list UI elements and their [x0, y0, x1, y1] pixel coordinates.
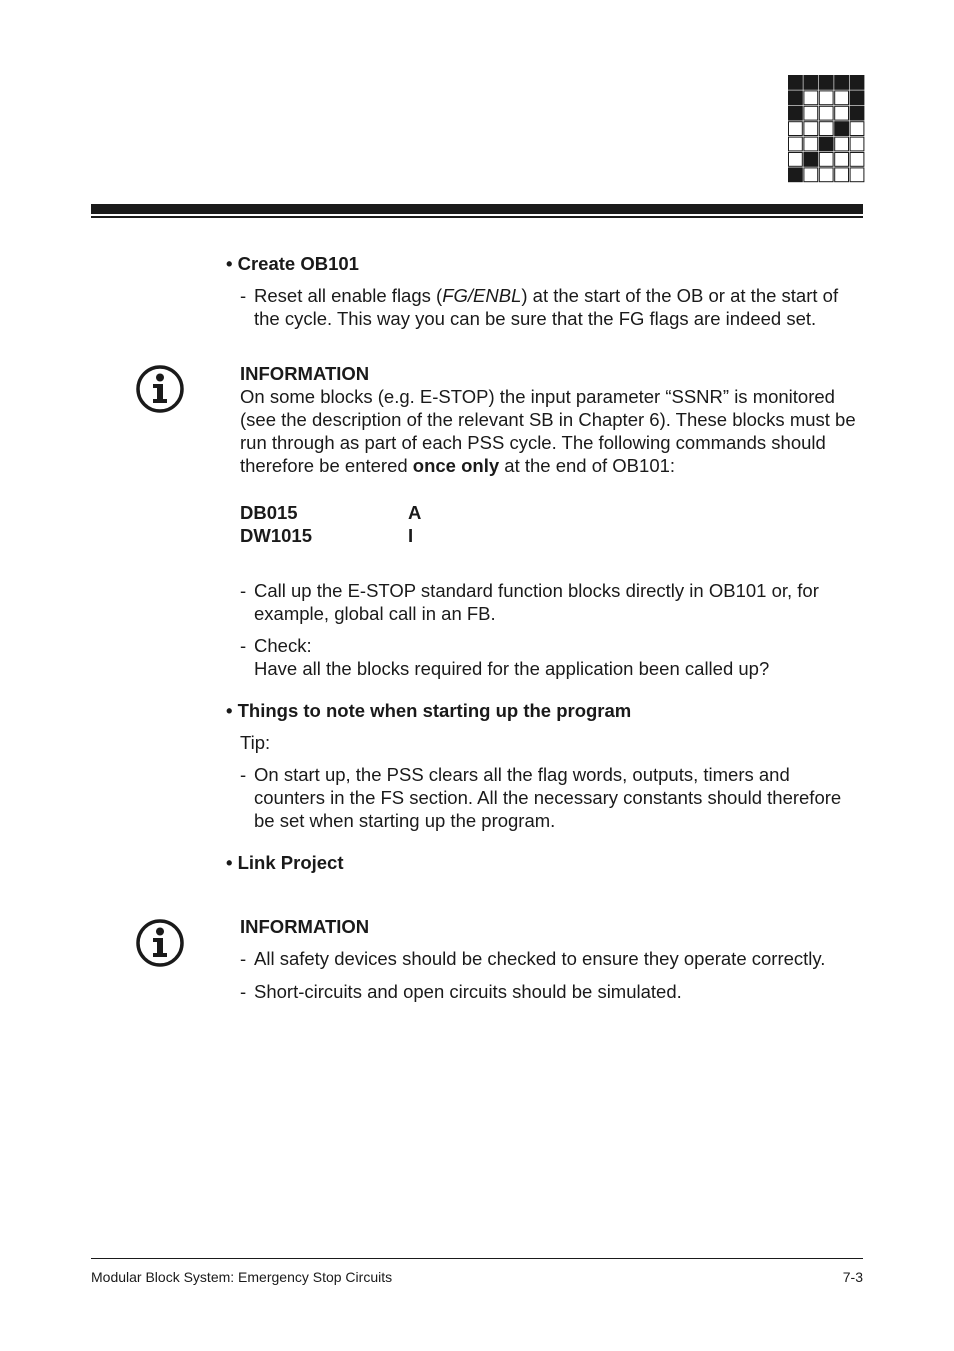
text: Check:: [254, 635, 312, 656]
dash-marker: -: [240, 981, 247, 1002]
list-item-reset-flags: [240, 284, 865, 330]
command-arg: I: [408, 525, 414, 546]
logo-cell: [850, 122, 864, 136]
pilz-grid-logo: [788, 75, 865, 184]
logo-cell: [819, 76, 833, 90]
logo-cell: [789, 153, 803, 167]
header-rule-thin: [91, 216, 863, 218]
logo-cell: [804, 106, 818, 120]
italic-term: FG/ENBL: [442, 285, 522, 306]
logo-cell: [804, 137, 818, 151]
logo-cell: [804, 153, 818, 167]
dash-marker: -: [240, 764, 247, 785]
text: On some blocks (e.g. E-STOP) the input parameter “SSNR” is monitored (see the description of the relevant SB in Chapter 6). These blocks must be run through as part of each PSS cycle. The following commands should therefore be entered: [240, 386, 856, 476]
text: On start up, the PSS clears all the flag words, outputs, timers and counters in the FS section. All the necessary constants should therefore be set when starting up the program.: [254, 764, 842, 831]
logo-cell: [835, 168, 849, 182]
list-item-short-circuits: [240, 980, 865, 1003]
list-item-call-up: [240, 579, 865, 625]
footer-title: Modular Block System: Emergency Stop Circuits: [91, 1269, 393, 1285]
logo-cell: [835, 91, 849, 105]
list-item-startup: [240, 763, 865, 832]
logo-cell: [804, 91, 818, 105]
text: Reset all enable flags (: [254, 285, 443, 306]
logo-cell: [789, 168, 803, 182]
logo-cell: [850, 106, 864, 120]
logo-cell: [850, 168, 864, 182]
logo-cell: [819, 91, 833, 105]
logo-cell: [804, 122, 818, 136]
dash-marker: -: [240, 948, 247, 969]
logo-cell: [835, 106, 849, 120]
text: Short-circuits and open circuits should be simulated.: [254, 981, 682, 1002]
command-arg: A: [408, 502, 422, 523]
logo-cell: [835, 153, 849, 167]
logo-cell: [789, 91, 803, 105]
header-rule: [91, 204, 863, 214]
dash-marker: -: [240, 285, 247, 306]
heading-link-project: • Link Project: [226, 852, 344, 873]
logo-cell: [835, 137, 849, 151]
heading-create-ob101: • Create OB101: [226, 253, 359, 274]
logo-cell: [789, 122, 803, 136]
bold-term: once only: [412, 455, 500, 476]
text: Call up the E-STOP standard function blocks directly in OB101 or, for example, global call in an FB.: [254, 580, 819, 624]
logo-cell: [819, 137, 833, 151]
information-icon: [135, 918, 185, 968]
text: at the end of OB101:: [499, 455, 676, 476]
page-number: 7-3: [842, 1269, 863, 1285]
logo-cell: [804, 168, 818, 182]
logo-cell: [819, 153, 833, 167]
logo-cell: [819, 106, 833, 120]
logo-cell: [804, 76, 818, 90]
logo-cell: [850, 76, 864, 90]
tip-label: Tip:: [240, 732, 271, 753]
list-item-check: [240, 634, 865, 680]
dash-marker: -: [240, 580, 247, 601]
list-item-safety-devices: [240, 947, 865, 970]
command-op: DB015: [240, 502, 298, 523]
logo-cell: [789, 76, 803, 90]
info-title: INFORMATION: [240, 363, 370, 384]
dash-marker: -: [240, 635, 247, 656]
command-op: DW1015: [240, 525, 312, 546]
logo-cell: [789, 137, 803, 151]
logo-cell: [850, 137, 864, 151]
logo-cell: [835, 76, 849, 90]
command-row: [240, 501, 422, 524]
info-paragraph: [240, 385, 865, 477]
command-row: [240, 524, 414, 547]
footer-rule: [91, 1258, 863, 1259]
information-icon: [135, 364, 185, 414]
logo-cell: [789, 106, 803, 120]
logo-cell: [835, 122, 849, 136]
text: Have all the blocks required for the application been called up?: [254, 658, 770, 679]
logo-cell: [819, 122, 833, 136]
logo-cell: [850, 153, 864, 167]
info-title: INFORMATION: [240, 916, 370, 937]
heading-startup: • Things to note when starting up the program: [226, 700, 632, 721]
logo-cell: [819, 168, 833, 182]
logo-cell: [850, 91, 864, 105]
text: All safety devices should be checked to ensure they operate correctly.: [254, 948, 826, 969]
text: ) at the start of the OB or at the start of the cycle. This way you can be sure that the FG flags are indeed set.: [254, 285, 839, 329]
